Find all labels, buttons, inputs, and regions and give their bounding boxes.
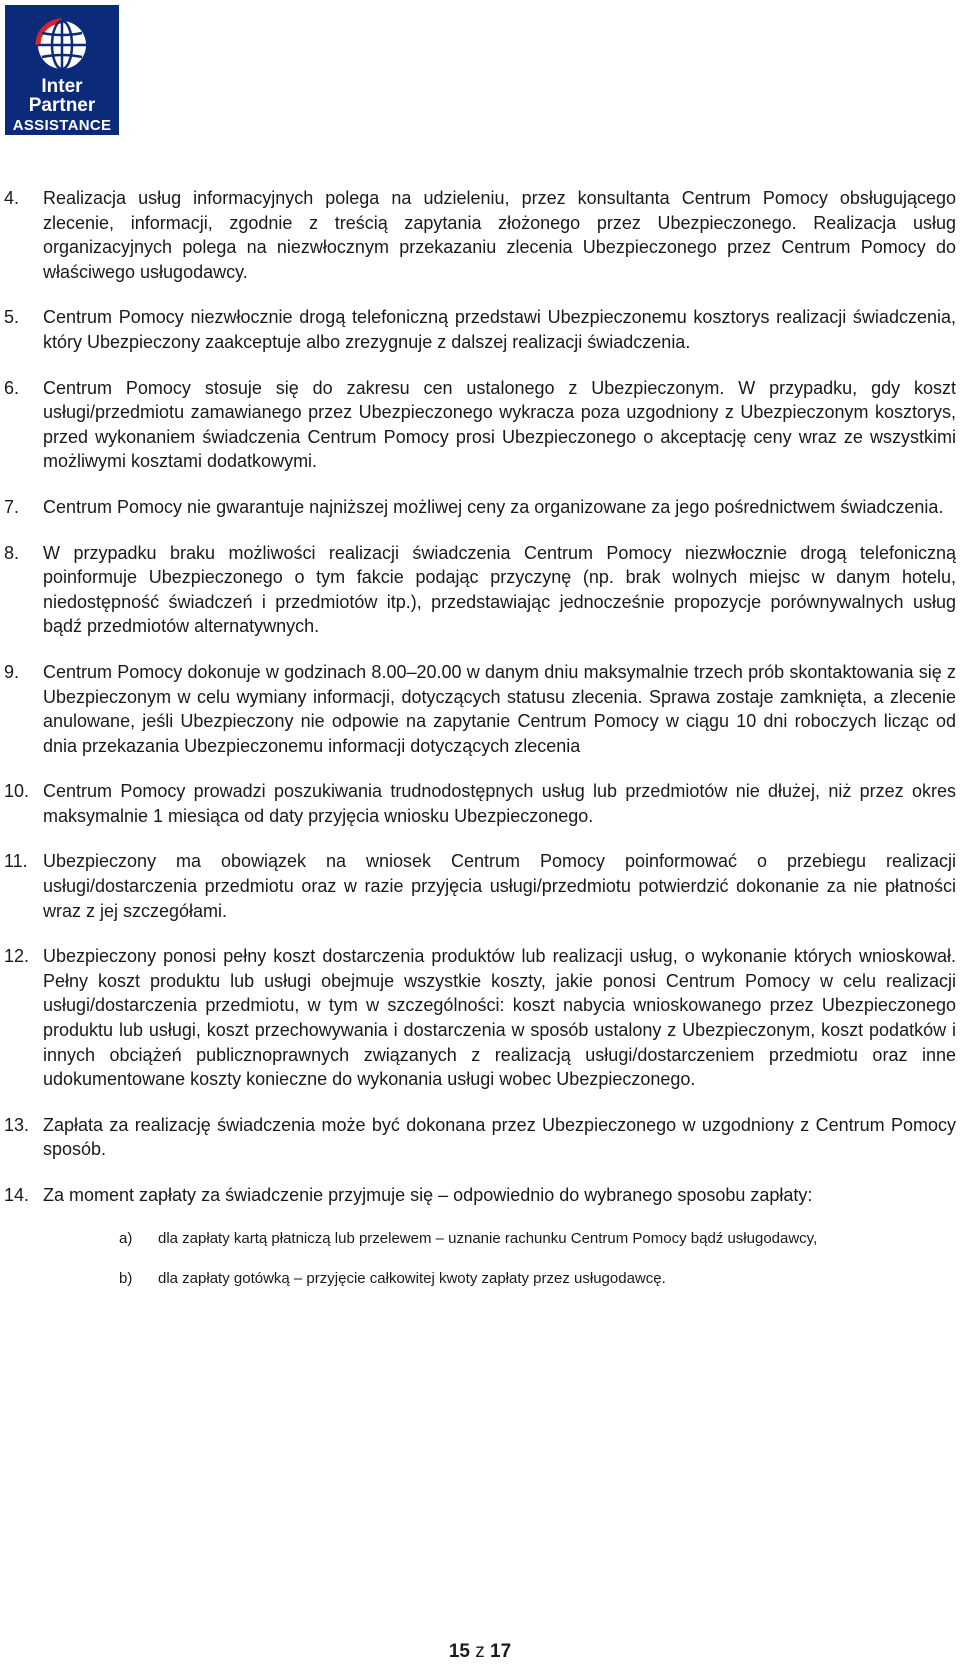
globe-icon [5, 5, 119, 77]
sub-item-letter: b) [119, 1269, 133, 1287]
item-number: 8. [4, 542, 20, 563]
sub-item-letter: a) [119, 1229, 133, 1247]
list-item [0, 944, 960, 1092]
payment-moment-list [0, 1229, 960, 1289]
item-number: 14. [4, 1185, 30, 1205]
page-separator: z [475, 1641, 485, 1662]
list-item [0, 305, 960, 354]
list-item [0, 186, 960, 284]
list-item [0, 376, 960, 474]
item-text: Ubezpieczony ponosi pełny koszt dostarczenia produktów lub realizacji usług, o wykonanie których wnioskował. Pełny koszt produktu lub usługi obejmuje wszystkie koszty, jakie ponosi Centrum Pomocy w celu realizacji usługi/dostarczenia przedmiotu, w tym w szczególności: koszt nabycia wnioskowanego przez Ubezpieczonego produktu lub usługi, koszt przechowywania i dostarczenia w sposób ustalony z Ubezpieczonym, koszt podatków i innych obciążeń publicznoprawnych związanych z realizacją usługi/dostarczeniem przedmiotu oraz inne udokumentowane koszty konieczne do wykonania usługi wobec Ubezpieczonego. [43, 946, 956, 1090]
item-number: 7. [4, 496, 20, 517]
item-number: 6. [4, 377, 20, 398]
list-item [0, 660, 960, 758]
list-item [0, 779, 960, 828]
item-text: Centrum Pomocy stosuje się do zakresu cen ustalonego z Ubezpieczonym. W przypadku, gdy koszt usługi/przedmiotu zamawianego przez Ubezpieczonego wykracza poza uzgodniony z Ubezpieczonym kosztorys, przed wykonaniem świadczenia Centrum Pomocy prosi Ubezpieczonego o akceptację ceny wraz ze wszystkimi możliwymi kosztami dodatkowymi. [43, 377, 956, 472]
sub-list-item [0, 1269, 960, 1289]
item-text: Ubezpieczony ma obowiązek na wniosek Centrum Pomocy poinformować o przebiegu realizacji usługi/dostarczenia przedmiotu oraz w razie przyjęcia usługi/przedmiotu potwierdzić dokonanie za nie płatności wraz z jej szczegółami. [43, 851, 956, 921]
page-total: 17 [490, 1641, 512, 1662]
item-number: 12. [4, 946, 30, 967]
logo-text-assistance: ASSISTANCE [12, 117, 112, 134]
item-number: 11. [4, 851, 28, 872]
list-item [0, 1113, 960, 1162]
sub-list-item [0, 1229, 960, 1249]
logo-text-inter: Inter [41, 76, 83, 97]
list-item [0, 1183, 960, 1208]
item-text: Zapłata za realizację świadczenia może być dokonana przez Ubezpieczonego w uzgodniony z Centrum Pomocy sposób. [43, 1114, 956, 1160]
sub-item-text: dla zapłaty gotówką – przyjęcie całkowitej kwoty zapłaty przez usługodawcę. [158, 1269, 666, 1287]
item-number: 4. [4, 188, 20, 208]
item-text: Centrum Pomocy niezwłocznie drogą telefoniczną przedstawi Ubezpieczonemu kosztorys realizacji świadczenia, który Ubezpieczony zaakceptuje albo zrezygnuje z dalszej realizacji świadczenia. [43, 307, 956, 352]
item-number: 10. [4, 781, 30, 802]
logo-text-partner: Partner [28, 95, 96, 116]
item-number: 13. [4, 1114, 30, 1135]
list-item [0, 849, 960, 923]
page-number [0, 1641, 960, 1663]
item-text: Realizacja usług informacyjnych polega na udzieleniu, przez konsultanta Centrum Pomocy obsługującego zlecenie, informacji, zgodnie z treścią zapytania złożonego przez Ubezpieczonego. Realizacja usług organizacyjnych polega na niezwłocznym przekazaniu zlecenia Ubezpieczonego przez Centrum Pomocy do właściwego usługodawcy. [43, 188, 956, 282]
item-text: Centrum Pomocy nie gwarantuje najniższej możliwej ceny za organizowane za jego pośrednictwem świadczenia. [43, 496, 944, 517]
page-current: 15 [448, 1641, 470, 1662]
item-text: Za moment zapłaty za świadczenie przyjmuje się – odpowiednio do wybranego sposobu zapłaty: [43, 1185, 813, 1205]
item-text: Centrum Pomocy prowadzi poszukiwania trudnodostępnych usług lub przedmiotów nie dłużej, niż przez okres maksymalnie 1 miesiąca od daty przyjęcia wniosku Ubezpieczonego. [43, 781, 956, 826]
item-number: 9. [4, 661, 20, 682]
sub-item-text: dla zapłaty kartą płatniczą lub przelewem – uznanie rachunku Centrum Pomocy bądź usługodawcy, [158, 1229, 818, 1247]
company-logo [5, 5, 119, 135]
list-item [0, 541, 960, 639]
item-text: Centrum Pomocy dokonuje w godzinach 8.00–20.00 w danym dniu maksymalnie trzech prób skontaktowania się z Ubezpieczonym w celu wymiany informacji, dotyczących statusu zlecenia. Sprawa zostaje zamknięta, a zlecenie anulowane, jeśli Ubezpieczony nie odpowie na zapytanie Centrum Pomocy w ciągu 10 dni roboczych licząc od dnia przekazania Ubezpieczonemu informacji dotyczących zlecenia [43, 661, 956, 756]
item-number: 5. [4, 307, 20, 328]
document-body [0, 186, 960, 1309]
item-text: W przypadku braku możliwości realizacji świadczenia Centrum Pomocy niezwłocznie drogą telefoniczną poinformuje Ubezpieczonego o tym fakcie podając przyczynę (np. brak wolnych miejsc w danym hotelu, niedostępność świadczeń i przedmiotów itp.), przedstawiając jednocześnie propozycje porównywalnych usług bądź przedmiotów alternatywnych. [43, 542, 956, 637]
list-item [0, 495, 960, 520]
